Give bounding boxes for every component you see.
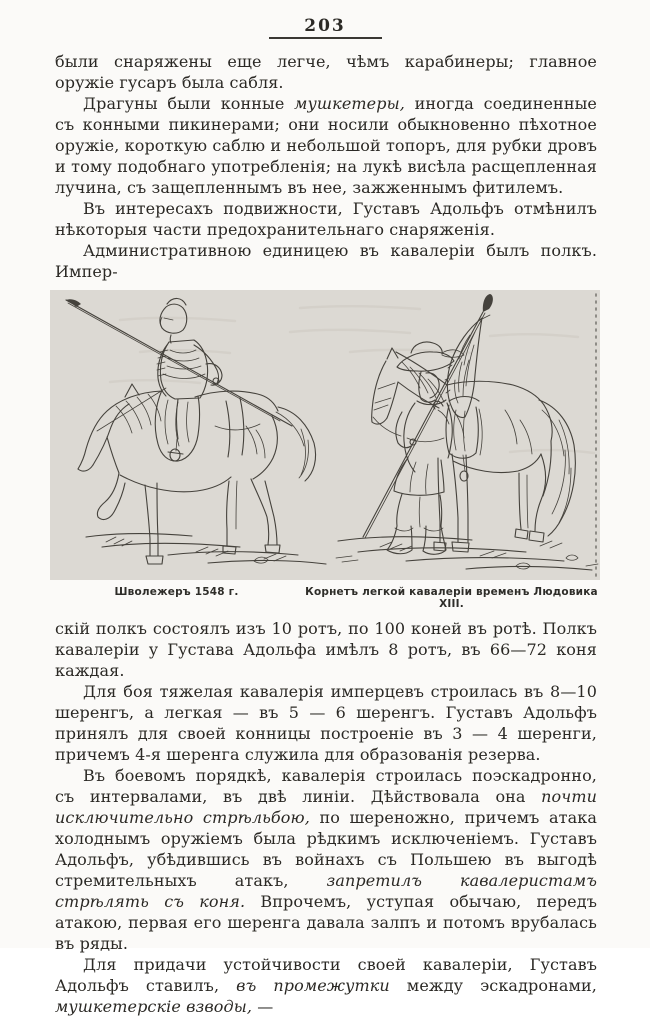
paragraph [55,765,597,954]
text-run-italic: мушкетеры, [294,94,405,113]
paragraph [55,240,597,282]
text-run: Въ интересахъ подвижности, Густавъ Адольфъ отмѣнилъ нѣкоторыя части предохранительнаго снаряженія. [55,199,597,239]
paragraph [55,618,597,681]
text-run: Для боя тяжелая кавалерія имперцевъ строилась въ 8—10 шеренгъ, а легкая — въ 5 — 6 шеренгъ. Густавъ Адольфъ принялъ для своей конницы построеніе въ 3 — 4 шеренги, причемъ 4-я шеренга служила для образованія резерва. [55,682,597,764]
text-block-lower [55,618,597,1017]
paragraph [55,51,597,93]
caption-left: Шволежеръ 1548 г. [114,586,239,598]
caption-right: Корнетъ легкой кавалеріи временъ Людовика XIII. [305,586,598,610]
text-run-italic: запретилъ кавалеристамъ стрѣлять съ коня. [55,871,597,911]
figure-plate [50,290,600,580]
paragraph [55,93,597,198]
text-run: Впрочемъ, уступая обычаю, передъ атакою, первая его шеренга давала залпъ и потомъ врубалась въ ряды. [55,892,597,953]
text-run: Для придачи устойчивости своей кавалеріи, Густавъ Адольфъ ставилъ, [55,955,597,995]
text-run: Драгуны были конные [83,94,295,113]
text-run: Административною единицею въ кавалеріи былъ полкъ. Импер- [55,241,597,281]
page-header [0,0,650,39]
text-block-upper [55,51,597,282]
horse-left [78,384,316,564]
standard-flag [445,318,482,418]
text-run-italic: въ промежутки [236,976,390,995]
text-run: — [252,997,274,1016]
text-run: по шереножно, причемъ атака холоднымъ оружіемъ была рѣдкимъ исключеніемъ. Густавъ Адольфъ, убѣдившись въ войнахъ съ Польшею въ выгодѣ стремительныхъ атакъ, [55,808,597,890]
paragraph [55,681,597,765]
text-run: Въ боевомъ порядкѣ, кавалерія строилась поэскадронно, съ интервалами, въ двѣ линіи. Дѣйствовала она [55,766,597,806]
text-run-italic: почти исключительно стрѣльбою, [55,787,597,827]
ground-right [336,537,598,570]
text-run: между эскадронами, [389,976,597,995]
text-run: иногда соединенные съ конными пикинерами; они носили обыкновенно пѣхотное оружіе, короткую саблю и небольшой топоръ, для рубки дровъ и тому подобнаго употребленія; на лукѣ висѣла расщепленная лучина, съ защепленнымъ въ нее, зажженнымъ фитилемъ. [55,94,597,197]
header-rule [269,37,382,39]
figure-captions [50,586,600,610]
text-run-italic: мушкетерскіе взводы, [55,997,253,1016]
text-run: были снаряжены еще легче, чѣмъ карабинеры; главное оружіе гусаръ была сабля. [55,52,597,92]
text-run: скій полкъ состоялъ изъ 10 ротъ, по 100 коней въ ротѣ. Полкъ кавалеріи у Густава Адольфа имѣлъ 8 ротъ, въ 66—72 коня каждая. [55,619,597,680]
engravings-svg [50,290,600,580]
show-through-texture [110,306,594,453]
paragraph [55,198,597,240]
engraving-chevau-leger [66,298,326,564]
ground-left [86,534,326,565]
page-number: 203 [304,16,346,36]
paragraph [55,954,597,1017]
